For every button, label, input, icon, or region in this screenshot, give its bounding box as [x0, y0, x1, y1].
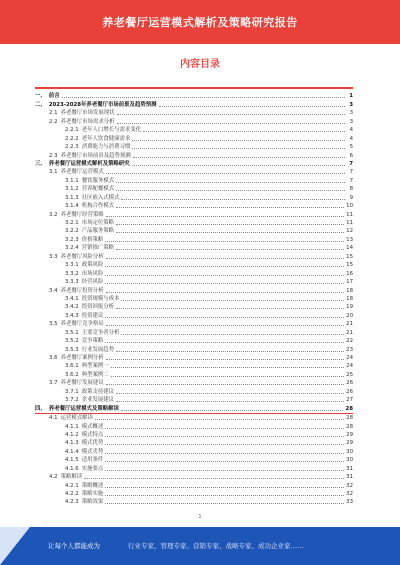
toc-entry-page: 5 — [349, 144, 353, 151]
toc-entry-title: 经营风险 — [81, 279, 104, 286]
toc-entry-page: 27 — [346, 397, 353, 404]
toc-dot-leader — [116, 249, 344, 250]
toc-entry-title: 养老餐厅案例分析 — [60, 355, 104, 361]
toc-divider — [35, 87, 353, 89]
toc-entry-page: 23 — [346, 346, 353, 353]
toc-entry[interactable] — [35, 481, 353, 489]
toc-entry-number: 3.2.3 — [65, 236, 79, 243]
toc-entry-title: 老年人饮食健康需求 — [81, 135, 131, 142]
toc-dot-leader — [106, 216, 344, 217]
toc-entry-page: 20 — [346, 312, 353, 319]
toc-entry-title: 适用条件 — [81, 457, 104, 464]
footer-accent — [0, 527, 30, 565]
toc-entry-title: 政策支持建议 — [81, 388, 115, 395]
toc-entry[interactable] — [35, 134, 353, 142]
toc-entry-title: 投资回报分析 — [81, 304, 115, 311]
toc-entry[interactable] — [35, 210, 353, 218]
toc-entry-page: 12 — [346, 228, 353, 235]
toc-entry[interactable] — [35, 354, 353, 362]
toc-dot-leader — [121, 334, 344, 335]
toc-dot-leader — [62, 97, 345, 98]
report-title: 养老餐厅运营模式解析及策略研究报告 — [102, 16, 298, 29]
toc-entry-number: 3.4.1 — [65, 295, 79, 302]
toc-entry[interactable] — [35, 244, 353, 252]
toc-entry[interactable] — [35, 328, 353, 336]
toc-entry-title: 行业发展趋势 — [81, 346, 115, 353]
toc-entry-title: 投资规模与成本 — [81, 295, 120, 302]
toc-entry-title: 模式概述 — [81, 423, 104, 430]
toc-entry-number: 4.2 — [49, 474, 58, 481]
toc-entry-number: 3.3 — [49, 253, 58, 260]
toc-entry-page: 10 — [346, 203, 353, 210]
toc-entry-number: 3.5.2 — [65, 338, 79, 345]
toc-entry-title: 企业发展建议 — [81, 397, 115, 404]
toc-entry[interactable] — [35, 176, 353, 184]
toc-entry[interactable] — [35, 185, 353, 193]
toc-entry-title: 模式优势 — [81, 440, 104, 447]
toc-entry-number: 3.5 — [49, 321, 58, 328]
toc-entry-page: 3 — [349, 118, 353, 125]
toc-entry-number: 2.2.2 — [65, 135, 79, 142]
toc-entry[interactable] — [35, 168, 353, 176]
footer-banner — [0, 527, 400, 565]
toc-dot-leader — [159, 106, 345, 107]
toc-entry-number: 3.7.2 — [65, 397, 79, 404]
toc-dot-leader — [121, 300, 344, 301]
toc-dot-leader — [121, 199, 345, 200]
toc-entry[interactable] — [35, 464, 353, 472]
toc-entry[interactable] — [35, 286, 353, 294]
toc-entry-page: 30 — [346, 448, 353, 455]
toc-dot-leader — [105, 275, 344, 276]
toc-dot-leader — [116, 308, 344, 309]
toc-entry[interactable] — [35, 345, 353, 353]
toc-entry-page: 3 — [349, 110, 353, 117]
toc-entry[interactable] — [35, 269, 353, 277]
toc-entry-number: 4.2.3 — [65, 499, 79, 506]
toc-entry-page: 15 — [346, 253, 353, 260]
toc-entry-number: 三、 — [35, 160, 46, 167]
toc-entry-page: 11 — [346, 211, 353, 218]
toc-entry[interactable] — [35, 295, 353, 303]
toc-entry-title: 养老餐厅发展建议 — [60, 380, 104, 387]
toc-entry-title: 政策风险 — [81, 262, 104, 269]
toc-dot-leader — [117, 114, 346, 115]
toc-entry-number: 4.1.2 — [65, 431, 79, 438]
toc-entry-title: 营销推广策略 — [81, 245, 115, 252]
toc-dot-leader — [105, 342, 344, 343]
toc-dot-leader — [117, 123, 346, 124]
toc-entry-page: 15 — [346, 262, 353, 269]
toc-entry-title: 养老餐厅竞争格局 — [60, 321, 104, 328]
toc-entry-number: 3.6.2 — [65, 371, 79, 378]
toc-entry-page: 30 — [346, 457, 353, 464]
toc-entry-title: 养老餐厅市场发展现状 — [60, 110, 115, 117]
toc-entry-title: 市场风险 — [81, 270, 104, 277]
toc-entry[interactable] — [35, 117, 353, 125]
toc-entry-number: 2.3 — [49, 152, 58, 159]
toc-dot-leader — [105, 461, 344, 462]
toc-entry[interactable] — [35, 337, 353, 345]
toc-entry-page: 9 — [349, 194, 353, 201]
toc-entry-number: 2.1 — [49, 110, 58, 117]
toc-entry[interactable] — [35, 100, 353, 108]
toc-entry[interactable] — [35, 447, 353, 455]
toc-entry[interactable] — [35, 261, 353, 269]
toc-entry-number: 4.2.2 — [65, 491, 79, 497]
toc-entry-number: 3.1.3 — [65, 194, 79, 201]
toc-entry-number: 3.3.1 — [65, 262, 79, 269]
toc-entry-title: 餐饮服务模式 — [81, 177, 115, 184]
toc-dot-leader — [106, 292, 344, 293]
toc-entry[interactable] — [35, 92, 353, 100]
toc-dot-leader — [105, 487, 344, 488]
toc-entry[interactable] — [35, 387, 353, 395]
toc-entry-number: 4.1 — [49, 415, 58, 422]
toc-entry-number: 4.1.1 — [65, 423, 79, 430]
toc-dot-leader — [132, 140, 345, 141]
toc-entry-number: 3.4.2 — [65, 304, 79, 311]
toc-entry-title: 养老餐厅风险分析 — [60, 253, 104, 260]
toc-entry-title: 2023-2028年养老餐厅市场前景及趋势预测 — [48, 101, 157, 108]
footer-slogan: 让每个人都能成为 — [48, 542, 100, 550]
toc-entry-title: 产品服务策略 — [81, 228, 115, 235]
toc-dot-leader — [105, 470, 344, 471]
toc-entry-number: 3.2.4 — [65, 245, 79, 252]
toc-entry-number: 3.5.3 — [65, 346, 79, 353]
toc-entry[interactable] — [35, 498, 353, 506]
toc-entry[interactable] — [35, 126, 353, 134]
toc-entry[interactable] — [35, 278, 353, 286]
toc-entry[interactable] — [35, 431, 353, 439]
toc-entry[interactable] — [35, 422, 353, 430]
toc-dot-leader — [116, 232, 344, 233]
toc-entry-title: 前言 — [48, 93, 60, 100]
toc-entry[interactable] — [35, 219, 353, 227]
toc-dot-leader — [95, 419, 344, 420]
toc-entry-page: 18 — [346, 295, 353, 302]
toc-dot-leader — [121, 410, 344, 411]
toc-entry-page: 4 — [349, 127, 353, 134]
toc-entry-page: 17 — [346, 279, 353, 286]
toc-dot-leader — [105, 444, 344, 445]
toc-dot-leader — [111, 376, 344, 377]
toc-entry-number: 3.2.1 — [65, 220, 79, 226]
toc-dot-leader — [116, 207, 344, 208]
toc-entry-number: 3.1 — [49, 169, 58, 176]
toc-entry-title: 投资建议 — [81, 312, 104, 319]
toc-entry-title: 主要竞争者分析 — [81, 329, 120, 336]
toc-entry-page: 21 — [346, 329, 353, 336]
toc-dot-leader — [105, 266, 344, 267]
toc-dot-leader — [132, 148, 345, 149]
toc-entry[interactable] — [35, 193, 353, 201]
toc-entry-title: 养老餐厅市场前景及趋势预测 — [60, 152, 131, 159]
footer-tagline: 行业专家、管理专家、营销专家、战略专家、成功企业家…… — [128, 542, 304, 550]
toc-entry[interactable] — [35, 311, 353, 319]
toc-entry-number: 3.5.1 — [65, 329, 79, 336]
toc-entry[interactable] — [35, 303, 353, 311]
toc-entry-title: 策略实施 — [81, 491, 104, 497]
toc-entry-page: 16 — [346, 270, 353, 277]
toc-entry-number: 2.2 — [49, 118, 58, 125]
toc-entry-title: 典型案例二 — [81, 371, 109, 378]
toc-dot-leader — [116, 401, 344, 402]
toc-entry-number: 3.4.3 — [65, 312, 79, 319]
toc-entry[interactable] — [35, 456, 353, 464]
toc-entry-page: 7 — [349, 160, 353, 167]
toc-entry-page: 25 — [346, 371, 353, 378]
toc-dot-leader — [106, 359, 344, 360]
toc-entry-page: 3 — [349, 101, 353, 108]
toc-entry-title: 消费能力与消费习惯 — [81, 144, 131, 151]
toc-entry[interactable] — [35, 490, 353, 498]
table-of-contents — [35, 92, 353, 506]
toc-entry-title: 机构合作模式 — [81, 203, 115, 210]
toc-entry[interactable] — [35, 160, 353, 168]
toc-dot-leader — [116, 182, 345, 183]
toc-entry-page: 21 — [346, 321, 353, 328]
toc-entry-page: 28 — [346, 415, 353, 422]
toc-entry-title: 竞争策略 — [81, 338, 104, 345]
toc-entry-title: 策略解读 — [60, 474, 83, 481]
toc-dot-leader — [132, 165, 345, 166]
toc-dot-leader — [84, 478, 344, 479]
toc-entry-number: 3.4 — [49, 287, 58, 294]
toc-entry-page: 31 — [346, 465, 353, 472]
toc-entry-number: 3.3.3 — [65, 279, 79, 286]
toc-entry[interactable] — [35, 202, 353, 210]
toc-entry-page: 28 — [346, 423, 353, 430]
toc-entry-number: 3.7.1 — [65, 388, 79, 395]
page-number: 1 — [198, 514, 202, 520]
toc-heading: 内容目录 — [180, 59, 220, 70]
toc-entry[interactable] — [35, 396, 353, 404]
toc-entry[interactable] — [35, 143, 353, 151]
toc-dot-leader — [105, 317, 344, 318]
toc-dot-leader — [105, 436, 344, 437]
toc-entry-number: 3.3.2 — [65, 270, 79, 277]
toc-entry[interactable] — [35, 370, 353, 378]
toc-entry[interactable] — [35, 379, 353, 387]
toc-entry-number: 4.1.4 — [65, 448, 79, 455]
toc-entry-title: 价格策略 — [81, 236, 104, 243]
toc-entry-number: 4.1.6 — [65, 465, 79, 472]
toc-dot-leader — [116, 393, 344, 394]
toc-entry-page: 29 — [346, 431, 353, 438]
toc-dot-leader — [105, 428, 344, 429]
toc-entry-title: 模式特点 — [81, 431, 104, 438]
toc-entry-page: 4 — [349, 135, 353, 142]
toc-entry-number: 3.1.1 — [65, 177, 79, 184]
toc-entry-title: 养老餐厅运营模式 — [60, 169, 104, 176]
toc-entry-number: 2.2.1 — [65, 127, 79, 134]
toc-entry-page: 1 — [349, 93, 353, 100]
toc-entry-title: 市场定位策略 — [81, 220, 115, 226]
toc-entry-number: 3.1.2 — [65, 186, 79, 193]
toc-entry-title: 典型案例一 — [81, 363, 109, 370]
toc-entry[interactable] — [35, 439, 353, 447]
toc-dot-leader — [106, 325, 344, 326]
toc-entry-number: 3.2.2 — [65, 228, 79, 235]
toc-dot-leader — [143, 131, 345, 132]
toc-entry-number: 4.1.5 — [65, 457, 79, 464]
toc-dot-leader — [116, 224, 344, 225]
toc-dot-leader — [116, 351, 344, 352]
toc-entry-number: 3.6 — [49, 355, 58, 361]
toc-entry[interactable] — [35, 473, 353, 481]
toc-entry-number: 四、 — [35, 405, 46, 412]
toc-entry[interactable] — [35, 235, 353, 243]
toc-entry-title: 运营模式解读 — [60, 415, 93, 422]
toc-entry-page: 11 — [346, 220, 353, 226]
toc-entry[interactable] — [35, 362, 353, 370]
toc-entry[interactable] — [35, 320, 353, 328]
toc-dot-leader — [111, 367, 344, 368]
toc-entry-title: 策略效果 — [81, 499, 104, 506]
toc-dot-leader — [105, 453, 344, 454]
toc-dot-leader — [105, 283, 344, 284]
toc-entry-title: 策略概述 — [81, 482, 104, 489]
toc-entry-number: 3.2 — [49, 211, 58, 218]
toc-entry-number: 3.1.4 — [65, 203, 79, 210]
toc-entry-page: 6 — [349, 152, 353, 159]
toc-entry-title: 实施要点 — [81, 465, 104, 472]
toc-entry-number: 二、 — [35, 101, 46, 108]
toc-entry-title: 社区嵌入式模式 — [81, 194, 120, 201]
toc-entry[interactable] — [35, 227, 353, 235]
toc-entry-title: 养老餐厅运营模式解析及策略研究 — [48, 160, 130, 167]
report-header — [0, 0, 400, 44]
toc-entry-title: 老年人口增长与需求变化 — [81, 127, 142, 134]
toc-entry[interactable] — [35, 109, 353, 117]
toc-entry-page: 19 — [346, 304, 353, 311]
toc-entry-title: 模式劣势 — [81, 448, 104, 455]
toc-entry-title: 养老餐厅经营策略 — [60, 211, 104, 218]
toc-entry-number: 4.1.3 — [65, 440, 79, 447]
toc-entry-number: 2.2.3 — [65, 144, 79, 151]
toc-entry-page: 7 — [349, 177, 353, 184]
toc-entry-page: 14 — [346, 245, 353, 252]
toc-entry-page: 18 — [346, 287, 353, 294]
toc-entry-title: 养老餐厅市场需求分析 — [60, 118, 115, 125]
toc-entry-page: 26 — [346, 380, 353, 387]
toc-entry-page: 8 — [349, 186, 353, 193]
toc-entry-title: 养老餐厅投资分析 — [60, 287, 104, 294]
toc-entry-page: 13 — [346, 236, 353, 243]
toc-entry-page: 28 — [345, 405, 353, 412]
toc-dot-leader — [116, 190, 345, 191]
toc-entry-title: 营养配餐模式 — [81, 186, 115, 193]
toc-entry-title: 养老餐厅运营模式及策略解读 — [48, 405, 119, 412]
toc-entry-page: 24 — [346, 355, 353, 361]
toc-entry-number: 3.6.1 — [65, 363, 79, 370]
toc-dot-leader — [133, 157, 345, 158]
toc-entry-number: 4.2.1 — [65, 482, 79, 489]
toc-entry-page: 22 — [346, 338, 353, 345]
toc-entry-page: 31 — [346, 474, 353, 481]
toc-entry-page: 33 — [346, 499, 353, 506]
toc-dot-leader — [106, 384, 344, 385]
toc-dot-leader — [105, 241, 344, 242]
toc-entry-page: 26 — [346, 388, 353, 395]
toc-entry-number: 3.7 — [49, 380, 58, 387]
toc-dot-leader — [105, 503, 344, 504]
toc-entry[interactable] — [35, 252, 353, 260]
toc-entry[interactable] — [35, 151, 353, 159]
toc-entry[interactable] — [35, 414, 353, 422]
toc-entry-page: 7 — [349, 169, 353, 176]
toc-entry-page: 24 — [346, 363, 353, 370]
toc-entry-page: 32 — [346, 482, 353, 489]
toc-entry-page: 32 — [346, 491, 353, 497]
toc-entry[interactable] — [35, 404, 353, 413]
toc-dot-leader — [106, 258, 344, 259]
toc-entry-page: 29 — [346, 440, 353, 447]
toc-entry-number: 一、 — [35, 93, 46, 100]
toc-dot-leader — [105, 495, 344, 496]
toc-dot-leader — [106, 173, 345, 174]
